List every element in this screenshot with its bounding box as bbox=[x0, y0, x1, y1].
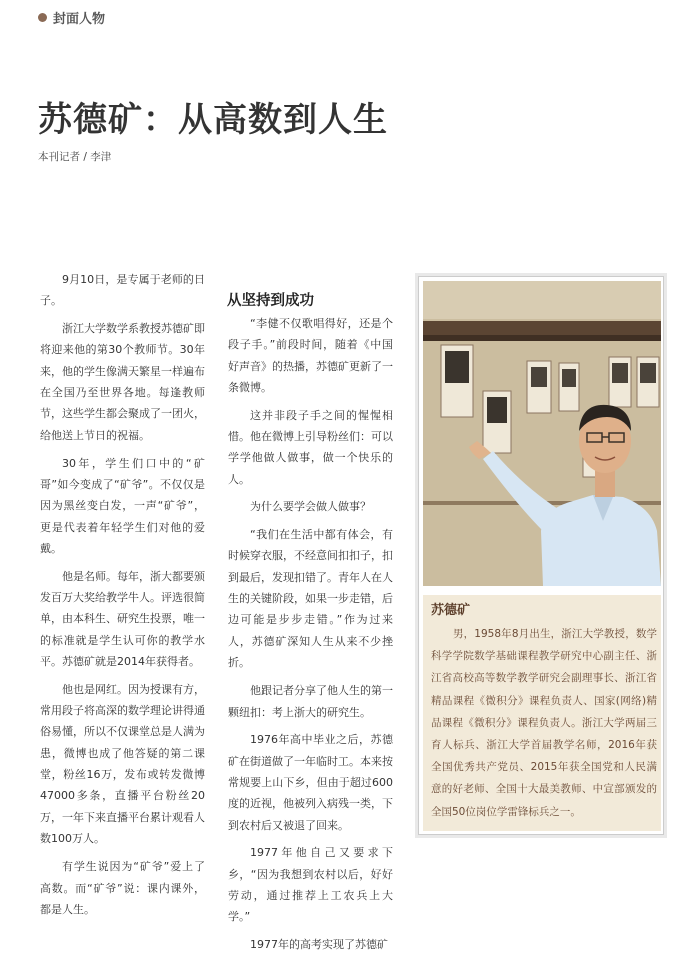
paragraph: 他跟记者分享了他人生的第一颗纽扣：考上浙大的研究生。 bbox=[228, 684, 393, 719]
paragraph: 他也是网红。因为授课有方，常用段子将高深的数学理论讲得通俗易懂，所以不仅课堂总是人满为患，微博也成了他答疑的第二课堂，粉丝16万，发布或转发微博47000多条，直播平台粉丝20万，一年下来直播平台累计观看人数100万人。 bbox=[40, 682, 205, 845]
section-tag bbox=[38, 8, 105, 27]
paragraph: 1977年的高考实现了苏德矿 bbox=[250, 938, 388, 952]
bio-caption bbox=[423, 595, 661, 831]
section-subheading: 从坚持到成功 bbox=[227, 293, 314, 309]
article-title: 苏德矿：从高数到人生 bbox=[38, 100, 388, 140]
paragraph: 浙江大学数学系教授苏德矿即将迎来他的第30个教师节。30年来，他的学生像满天繁星一样遍布在全国乃至世界各地。每逢教师节，这些学生都会聚成了一团火，给他送上节日的祝福。 bbox=[40, 322, 205, 442]
body-column-1 bbox=[40, 269, 205, 927]
section-label: 封面人物 bbox=[53, 12, 106, 27]
profile-card bbox=[418, 276, 664, 835]
paragraph: 为什么要学会做人做事？ bbox=[250, 500, 371, 514]
paragraph: 30年，学生们口中的“矿哥”如今变成了“矿爷”。不仅仅是因为黑丝变白发，一声“矿爷”，更是代表着年轻学生们对他的爱戴。 bbox=[40, 456, 205, 556]
paragraph: 这并非段子手之间的惺惺相惜。他在微博上引导粉丝们：可以学学他做人做事，做一个快乐的人。 bbox=[228, 408, 393, 486]
paragraph: 9月10日，是专属于老师的日子。 bbox=[40, 273, 205, 308]
byline: 本刊记者 / 李津 bbox=[38, 151, 112, 163]
body-column-2 bbox=[228, 313, 393, 962]
paragraph: 他是名师。每年，浙大都要颁发百万大奖给教学牛人。评选很简单，由本科生、研究生投票，唯一的标准就是学生认可你的教学水平。苏德矿就是2014年获得者。 bbox=[40, 569, 205, 669]
portrait-illustration bbox=[423, 281, 661, 586]
bio-text: 男，1958年8月出生，浙江大学教授，数学科学学院数学基础课程教学研究中心副主任、浙江省高校高等数学教学研究会副理事长、浙江省精品课程《微积分》课程负责人、国家(网络)精品课程《微积分》课程负责人。浙江大学两届三育人标兵、浙江大学首届教学名师，2016年获全国优秀共产党员、2015年获全国党和人民满意的好老师、全国十大最美教师、中宣部颁发的全国50位岗位学雷锋标兵之一。 bbox=[431, 628, 657, 818]
portrait-photo bbox=[423, 281, 661, 586]
paragraph: 1976年高中毕业之后，苏德矿在街道做了一年临时工。本来按常规要上山下乡，但由于超过600度的近视，他被列入病残一类，下到农村后又被退了回来。 bbox=[228, 733, 393, 832]
bio-name: 苏德矿 bbox=[431, 603, 471, 618]
paragraph: 1977年他自己又要求下乡，“因为我想到农村以后，好好劳动，通过推荐上工农兵上大学。” bbox=[228, 846, 393, 924]
paragraph: “我们在生活中都有体会，有时候穿衣服，不经意间扣扣子，扣到最后，发现扣错了。青年人在人生的关键阶段，如果一步走错，后边可能是步步走错。”作为过来人，苏德矿深知人生从来不少挫折。 bbox=[228, 528, 393, 669]
paragraph: 有学生说因为“矿爷”爱上了高数。而“矿爷”说：课内课外，都是人生。 bbox=[40, 860, 205, 916]
paragraph: “李健不仅歌唱得好，还是个段子手。”前段时间，随着《中国好声音》的热播，苏德矿更新了一条微博。 bbox=[228, 317, 393, 394]
section-dot-icon bbox=[38, 13, 47, 22]
